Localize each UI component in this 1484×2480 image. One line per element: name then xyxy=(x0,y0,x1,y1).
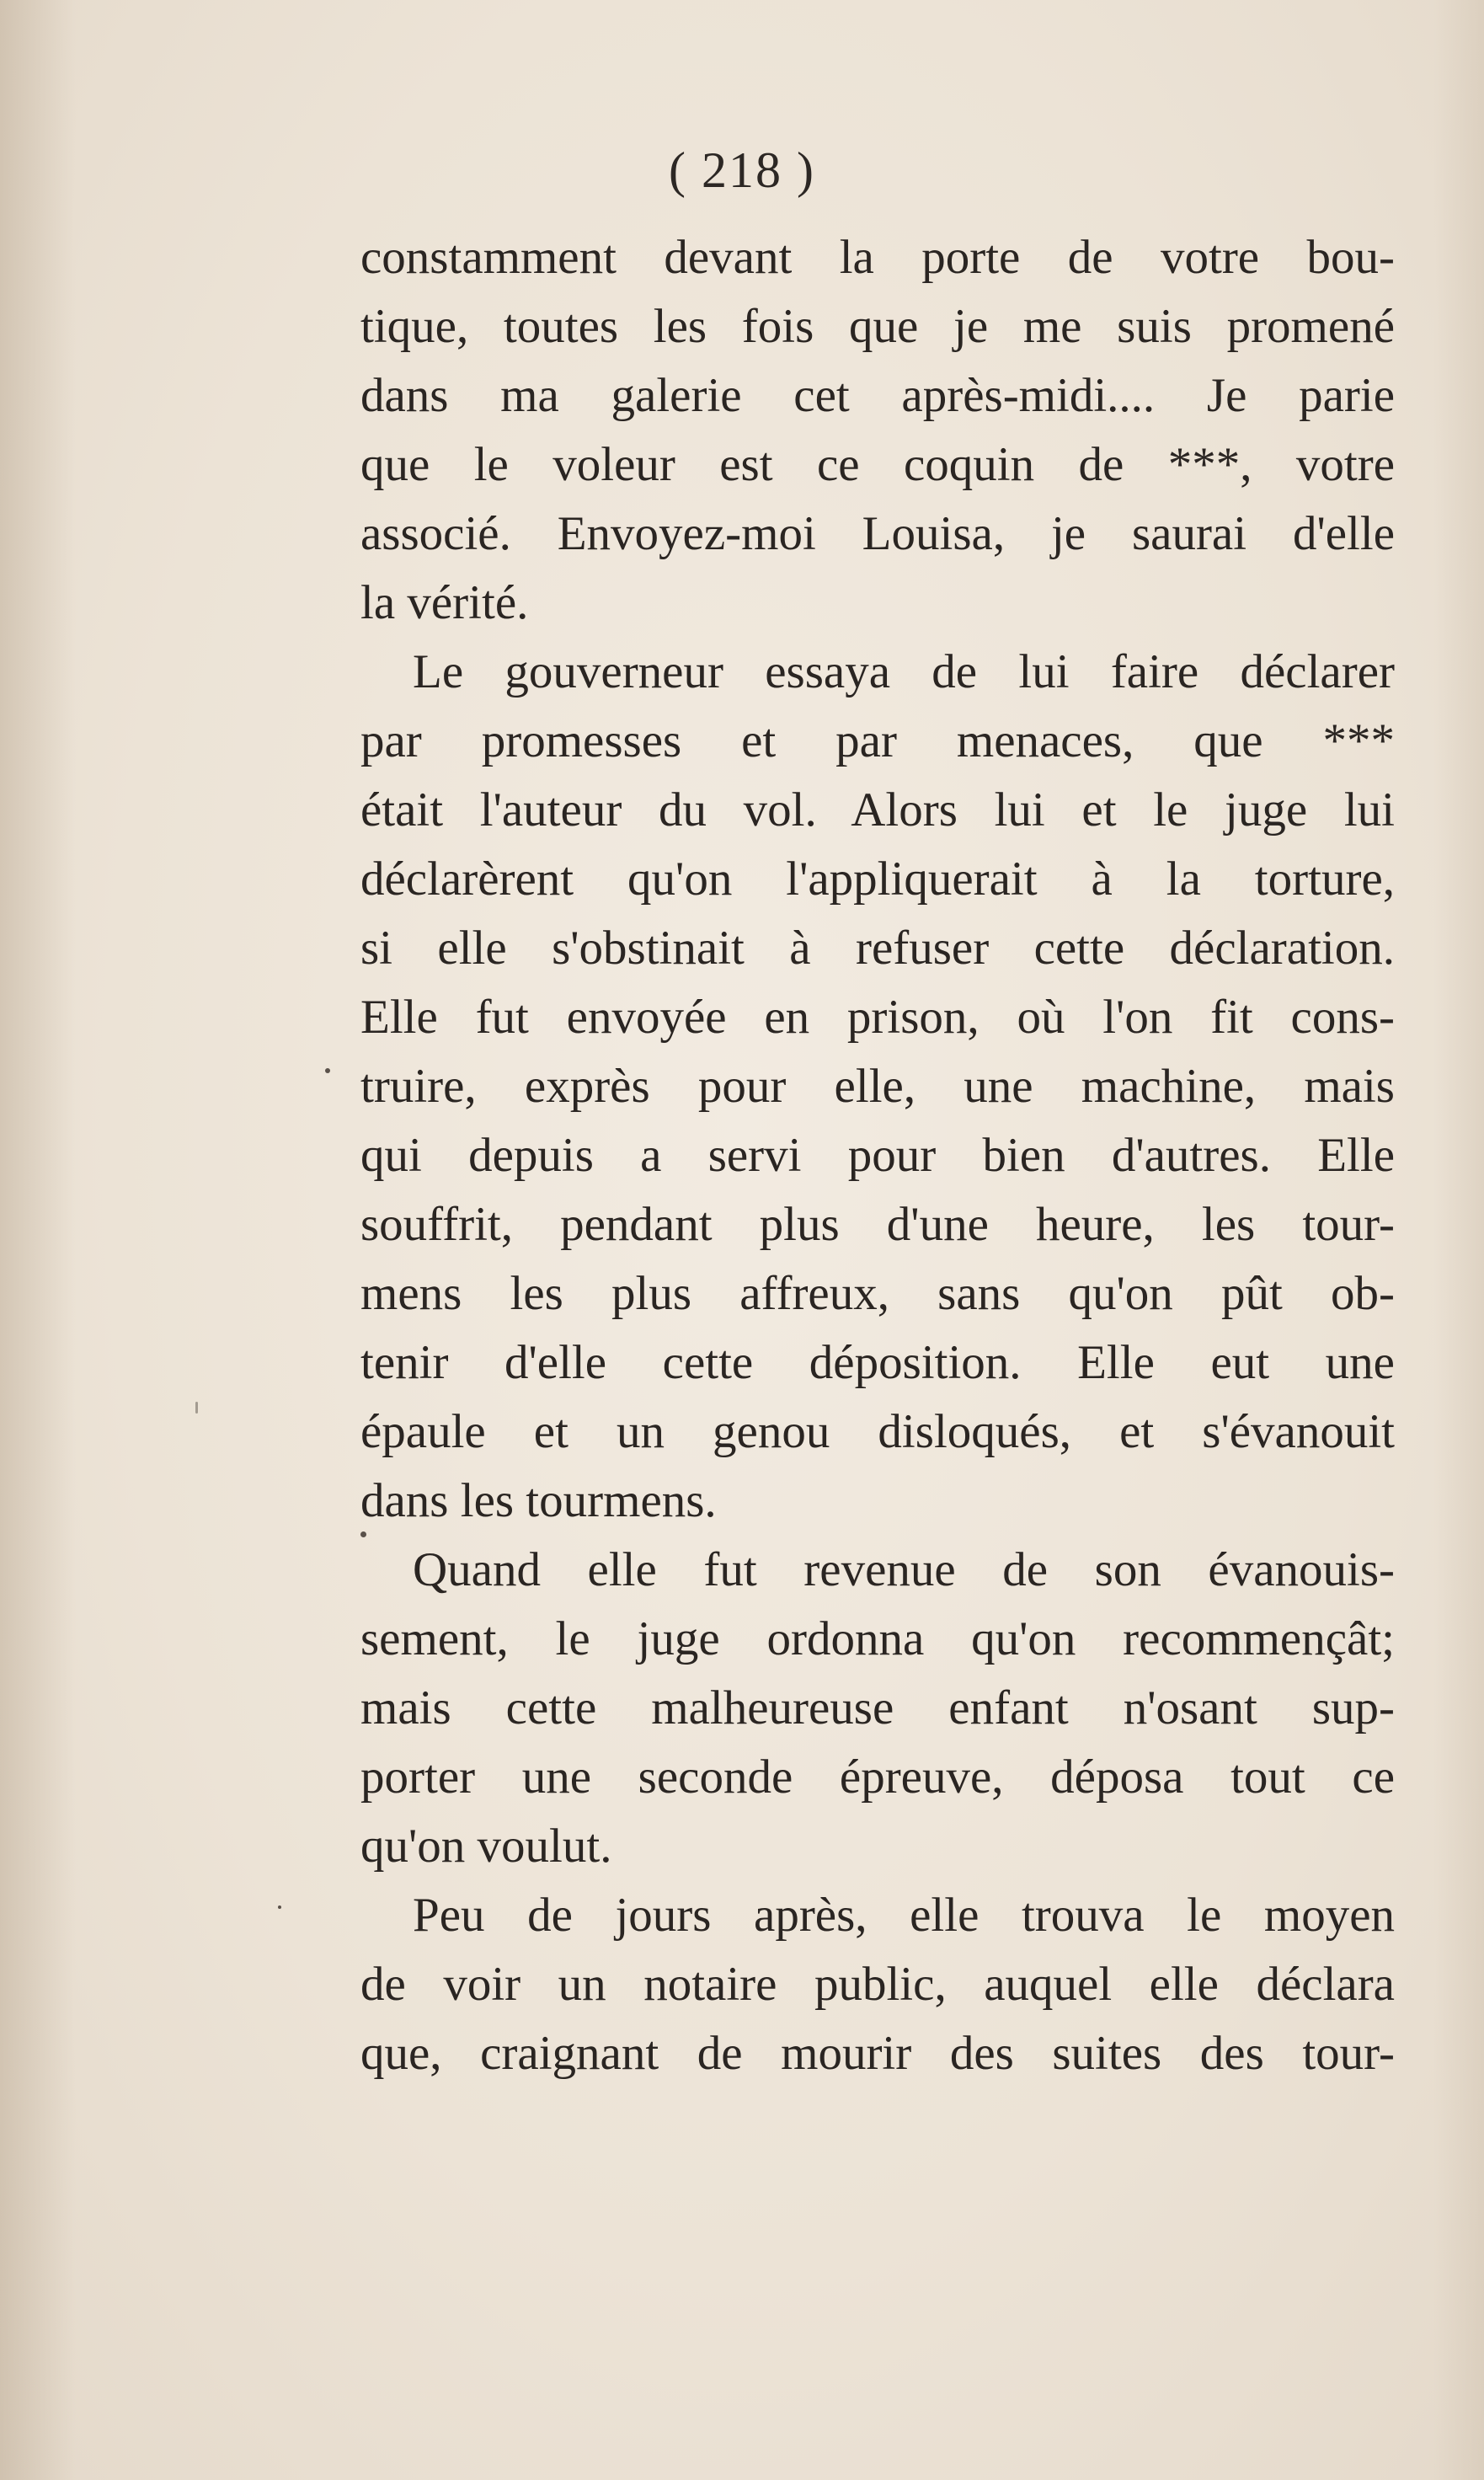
paper-speck xyxy=(325,1068,330,1073)
text-line: mais cette malheureuse enfant n'osant sup- xyxy=(360,1681,1395,1734)
text-line: Elle fut envoyée en prison, où l'on fit cons- xyxy=(360,991,1395,1044)
text-line: dans les tourmens. xyxy=(360,1474,717,1527)
text-line: tique, toutes les fois que je me suis promené xyxy=(360,300,1395,353)
text-line: truire, exprès pour elle, une machine, mais xyxy=(360,1060,1395,1113)
paragraph-start-line: Le gouverneur essaya de lui faire déclarer xyxy=(413,645,1395,698)
text-line: que, craignant de mourir des suites des tour- xyxy=(360,2027,1395,2080)
text-line: qui depuis a servi pour bien d'autres. Elle xyxy=(360,1129,1395,1182)
text-line: souffrit, pendant plus d'une heure, les tour- xyxy=(360,1198,1395,1251)
body-text xyxy=(360,223,1395,2088)
text-line: tenir d'elle cette déposition. Elle eut une xyxy=(360,1336,1395,1389)
text-line: que le voleur est ce coquin de ***, votre xyxy=(360,438,1395,491)
text-line: sement, le juge ordonna qu'on recommençât; xyxy=(360,1612,1395,1665)
text-line: mens les plus affreux, sans qu'on pût ob- xyxy=(360,1267,1395,1320)
page-number: ( 218 ) xyxy=(669,142,815,198)
text-line: constamment devant la porte de votre bou- xyxy=(360,231,1395,284)
text-line: porter une seconde épreuve, déposa tout ce xyxy=(360,1750,1395,1804)
text-line: par promesses et par menaces, que *** xyxy=(360,714,1395,767)
text-line: dans ma galerie cet après-midi.... Je parie xyxy=(360,369,1395,422)
paragraph-start-line: Peu de jours après, elle trouva le moyen xyxy=(413,1889,1395,1942)
text-line: associé. Envoyez-moi Louisa, je saurai d'elle xyxy=(360,507,1395,560)
paper-speck xyxy=(278,1905,281,1909)
text-line: déclarèrent qu'on l'appliquerait à la torture, xyxy=(360,852,1395,906)
text-line: si elle s'obstinait à refuser cette déclaration. xyxy=(360,922,1395,975)
text-line: qu'on voulut. xyxy=(360,1820,612,1873)
paper-speck xyxy=(195,1402,198,1414)
text-line: la vérité. xyxy=(360,576,529,629)
text-line: était l'auteur du vol. Alors lui et le juge lui xyxy=(360,783,1395,836)
paper-speck xyxy=(360,1531,366,1537)
text-line: épaule et un genou disloqués, et s'évanouit xyxy=(360,1405,1395,1458)
text-line: de voir un notaire public, auquel elle déclara xyxy=(360,1958,1395,2011)
paragraph-start-line: Quand elle fut revenue de son évanouis- xyxy=(413,1543,1395,1596)
